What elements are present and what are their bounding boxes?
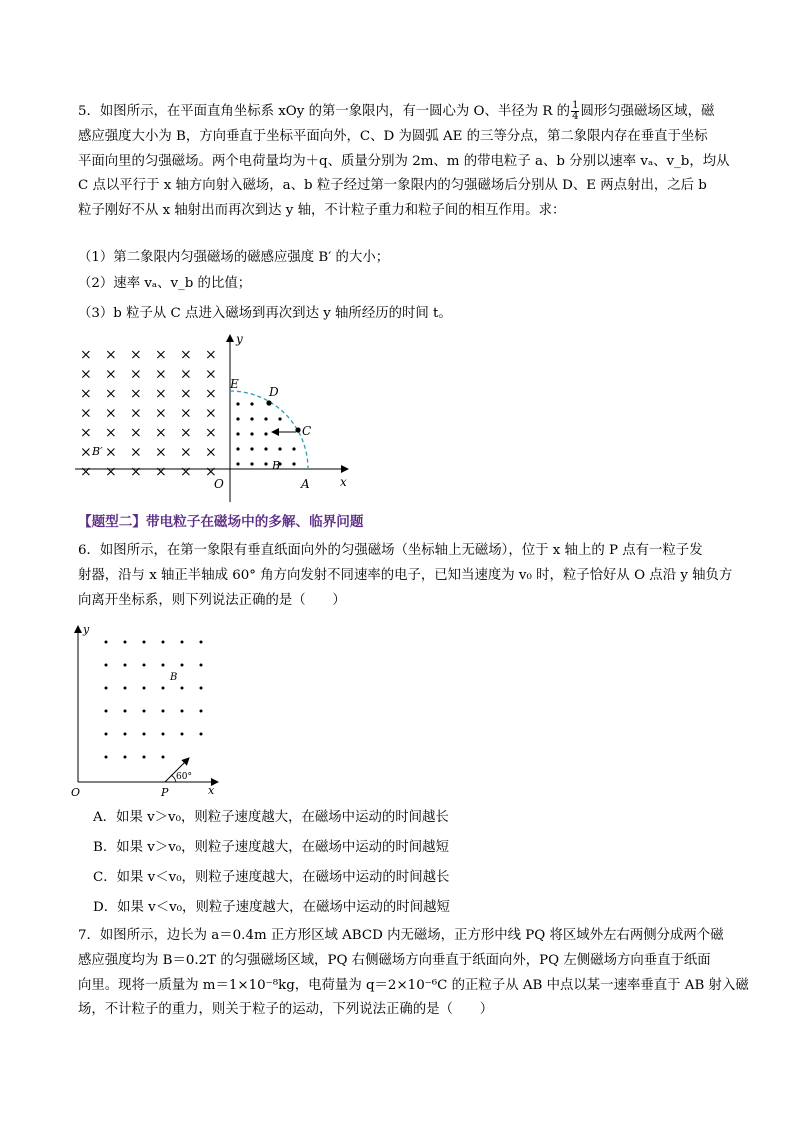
q6-label-x: x: [208, 784, 215, 797]
q5-sub-3: （3）b 粒子从 C 点进入磁场到再次到达 y 轴所经历的时间 t。: [78, 306, 452, 321]
q6-label-p: P: [161, 786, 169, 798]
cross-mark: ×: [105, 347, 117, 363]
field-dot: [250, 432, 253, 435]
field-dot: [278, 417, 281, 420]
field-dot: [200, 733, 203, 736]
field-dot: [105, 664, 108, 667]
cross-mark: ×: [130, 347, 142, 363]
field-dot: [200, 687, 203, 690]
cross-mark: ×: [80, 347, 92, 363]
field-dot: [143, 710, 146, 713]
field-dot: [200, 664, 203, 667]
point-c: [295, 427, 300, 432]
cross-mark: ×: [80, 425, 92, 441]
field-dot: [250, 402, 253, 405]
cross-mark: ×: [105, 425, 117, 441]
field-dot: [143, 756, 146, 759]
label-e: E: [230, 377, 239, 391]
cross-mark: ×: [130, 386, 142, 402]
cross-mark: ×: [105, 444, 117, 461]
q6-label-o: O: [71, 786, 81, 798]
field-dot: [105, 687, 108, 690]
q5-line-5: 粒子刚好不从 x 轴射出而再次到达 y 轴，不计粒子重力和粒子间的相互作用。求：: [78, 203, 566, 219]
label-b-prime: B′: [92, 445, 103, 458]
q7-line-4: 场，不计粒子的重力，则关于粒子的运动，下列说法正确的是（ ）: [78, 1002, 494, 1018]
field-dot: [236, 462, 239, 465]
field-dot: [124, 687, 127, 690]
cross-mark: ×: [180, 347, 192, 363]
cross-mark: ×: [205, 444, 217, 461]
field-dot: [124, 641, 127, 644]
field-dot: [162, 664, 165, 667]
field-dot: [124, 756, 127, 759]
q7-line-1: 7．如图所示，边长为 a＝0.4m 正方形区域 ABCD 内无磁场，正方形中线 PQ 将区域外左右两侧分成两个磁: [78, 928, 724, 943]
field-dot: [292, 447, 295, 450]
dots-field: [236, 402, 295, 465]
field-dot: [124, 733, 127, 736]
field-dot: [181, 664, 184, 667]
field-dot: [200, 641, 203, 644]
label-o: O: [214, 477, 224, 491]
field-dot: [250, 462, 253, 465]
label-d: D: [269, 385, 279, 399]
q6-stem: [78, 539, 733, 613]
field-dot: [181, 687, 184, 690]
cross-mark: ×: [105, 405, 117, 422]
cross-mark: ×: [130, 366, 142, 383]
field-dot: [264, 432, 267, 435]
cross-mark: ×: [205, 425, 217, 441]
cross-mark: ×: [155, 425, 167, 441]
q5-stem: [78, 100, 728, 224]
q6-option-d[interactable]: D．如果 v＜v₀，则粒子速度越大，在磁场中运动的时间越短: [93, 900, 450, 915]
cross-mark: ×: [80, 464, 92, 480]
cross-mark: ×: [155, 386, 167, 402]
q6-line-1: 6．如图所示，在第一象限有垂直纸面向外的匀强磁场（坐标轴上无磁场），位于 x 轴上的 P 点有一粒子发: [78, 543, 703, 558]
cross-mark: ×: [80, 405, 92, 422]
field-dot: [124, 664, 127, 667]
cross-mark: ×: [105, 464, 117, 480]
field-dot: [162, 641, 165, 644]
q6-label-angle: 60°: [176, 772, 192, 782]
field-dot: [200, 710, 203, 713]
q6-option-b[interactable]: B．如果 v＞v₀，则粒子速度越大，在磁场中运动的时间越短: [93, 840, 449, 855]
field-dot: [162, 687, 165, 690]
cross-mark: ×: [130, 425, 142, 441]
cross-mark: ×: [205, 405, 217, 422]
field-dot: [264, 462, 267, 465]
field-dot: [143, 664, 146, 667]
field-dot: [105, 733, 108, 736]
q7-stem: [78, 924, 749, 1023]
cross-mark: ×: [80, 366, 92, 383]
field-dot: [250, 447, 253, 450]
field-dot: [124, 710, 127, 713]
field-dot: [181, 733, 184, 736]
field-dot: [105, 756, 108, 759]
q5-sub-1: （1）第二象限内匀强磁场的磁感应强度 B′ 的大小；: [78, 250, 390, 265]
cross-mark: ×: [205, 347, 217, 363]
field-dot: [143, 641, 146, 644]
cross-mark: ×: [155, 366, 167, 383]
field-dot: [236, 432, 239, 435]
cross-mark: ×: [80, 444, 92, 461]
field-dot: [292, 462, 295, 465]
cross-mark: ×: [205, 366, 217, 383]
q5-line-3: 平面向里的匀强磁场。两个电荷量均为＋q、质量分别为 2m、m 的带电粒子 a、b 分别以速率 vₐ、v_b，均从: [78, 153, 730, 169]
label-a: A: [301, 477, 310, 491]
cross-mark: ×: [130, 444, 142, 461]
label-b: B: [272, 459, 281, 472]
cross-mark: ×: [180, 464, 192, 480]
q7-line-2: 感应强度均为 B＝0.2T 的匀强磁场区域，PQ 右侧磁场方向垂直于纸面向外，PQ 左侧磁场方向垂直于纸面: [78, 952, 711, 968]
q7-line-3: 向里。现将一质量为 m＝1×10⁻⁸kg，电荷量为 q＝2×10⁻⁶C 的正粒子从 AB 中点以某一速率垂直于 AB 射入磁: [78, 977, 749, 993]
field-dot: [105, 710, 108, 713]
q6-label-b: B: [170, 672, 178, 683]
section-heading: 【题型二】带电粒子在磁场中的多解、临界问题: [78, 514, 364, 530]
cross-mark: ×: [180, 366, 192, 383]
quarter-fraction: $\frac{1}{4}$: [572, 100, 579, 122]
cross-mark: ×: [130, 405, 142, 422]
label-c: C: [302, 424, 312, 438]
cross-mark: ×: [180, 425, 192, 441]
q5-figure: [70, 330, 360, 505]
cross-mark: ×: [155, 464, 167, 480]
q6-option-c[interactable]: C．如果 v＜v₀，则粒子速度越大，在磁场中运动的时间越长: [93, 870, 450, 885]
cross-mark: ×: [155, 405, 167, 422]
field-dot: [143, 733, 146, 736]
q5-sub-2: （2）速率 vₐ、v_b 的比值；: [78, 276, 252, 291]
crosses-field: [80, 347, 217, 480]
label-x: x: [340, 475, 347, 489]
q5-line-2: 感应强度大小为 B，方向垂直于坐标平面向外，C、D 为圆弧 AE 的三等分点，第二象限内存在垂直于坐标: [78, 128, 708, 144]
q6-option-a[interactable]: A．如果 v＞v₀，则粒子速度越大，在磁场中运动的时间越长: [93, 810, 449, 825]
cross-mark: ×: [155, 347, 167, 363]
field-dot: [143, 687, 146, 690]
field-dot: [236, 417, 239, 420]
cross-mark: ×: [155, 444, 167, 461]
field-dot: [278, 447, 281, 450]
cross-mark: ×: [130, 464, 142, 480]
q6-line-3: 向离开坐标系，则下列说法正确的是（ ）: [78, 592, 346, 608]
field-dot: [250, 417, 253, 420]
q6-dots-field: [105, 641, 203, 759]
cross-mark: ×: [180, 444, 192, 461]
field-dot: [264, 447, 267, 450]
field-dot: [236, 402, 239, 405]
field-dot: [105, 641, 108, 644]
point-d: [266, 400, 271, 405]
field-dot: [162, 710, 165, 713]
label-y: y: [236, 332, 243, 346]
cross-mark: ×: [105, 366, 117, 383]
q5-line-4: C 点以平行于 x 轴方向射入磁场，a、b 粒子经过第一象限内的匀强磁场后分别从 D、E 两点射出，之后 b: [78, 178, 707, 194]
cross-mark: ×: [180, 386, 192, 402]
q6-figure: [68, 618, 228, 798]
field-dot: [236, 447, 239, 450]
field-dot: [162, 756, 165, 759]
field-dot: [181, 641, 184, 644]
cross-mark: ×: [80, 386, 92, 402]
cross-mark: ×: [205, 386, 217, 402]
q6-line-2: 射器，沿与 x 轴正半轴成 60° 角方向发射不同速率的电子，已知当速度为 v₀ 时，粒子恰好从 O 点沿 y 轴负方: [78, 567, 733, 583]
cross-mark: ×: [180, 405, 192, 422]
field-dot: [264, 417, 267, 420]
field-dot: [162, 733, 165, 736]
field-dot: [181, 710, 184, 713]
q5-line-1: 5．如图所示，在平面直角坐标系 xOy 的第一象限内，有一圆心为 O、半径为 R 的 $\frac{1}{4}$ 圆形匀强磁场区域，磁: [78, 100, 715, 122]
cross-mark: ×: [205, 464, 217, 480]
q6-label-y: y: [83, 623, 90, 636]
cross-mark: ×: [105, 386, 117, 402]
